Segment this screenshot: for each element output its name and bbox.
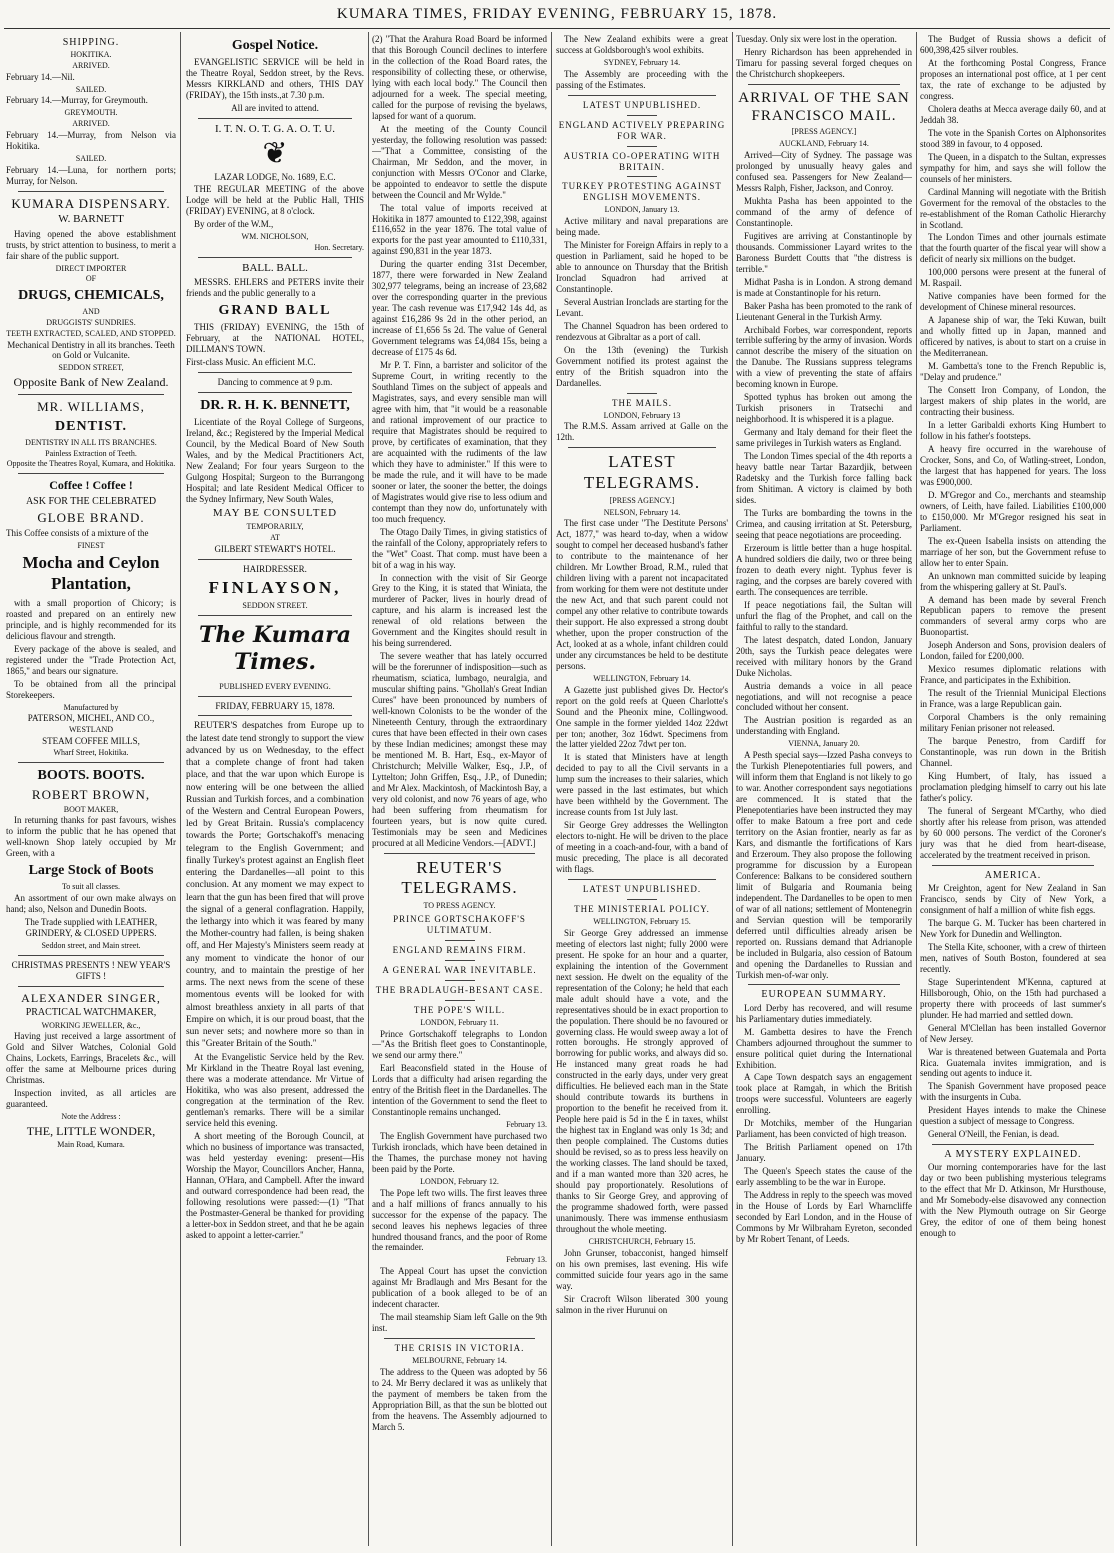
ad-line: PATERSON, MICHEL, AND CO., (27, 713, 155, 724)
divider (627, 899, 657, 900)
news-paragraph: (2) "That the Arahura Road Board be informed that this Borough Council declines to interfere in the collection of the Road Board rates, the responsibility of collecting these, or otherwise, lying with each local body." The Council then adjourned for a week. The special meeting, called for the purpose of revising the byelaws, lapsed for want of a quorum. (372, 34, 547, 121)
news-headline: A GENERAL WAR INEVITABLE. (382, 964, 537, 975)
divider (748, 84, 900, 85)
ad-line: OF (85, 274, 97, 284)
dateline: LONDON, January 13. (604, 205, 680, 215)
telegram-paragraph: The Budget of Russia shows a deficit of 600,398,425 silver roubles. (920, 34, 1106, 55)
ad-text: THIS (FRIDAY) EVENING, the 15th of February, at the NATIONAL HOTEL, DILLMAN'S TOWN. (186, 322, 364, 355)
ad-line: HAIRDRESSER. (243, 563, 307, 574)
ad-headline: MAY BE CONSULTED (212, 506, 338, 519)
ad-text: Mechanical Dentistry in all its branches. Teeth on Gold or Vulcanite. (7, 339, 175, 361)
telegram-paragraph: Archibald Forbes, war correspondent, reports terrible suffering by the army of invasion. Words cannot describe the misery of the situation on the Danube. The Russians suppress telegrams with a view of preventing the state of affairs becoming known in Europe. (736, 324, 912, 390)
telegram-paragraph: The barque G. M. Tucker has been chartered in New York for Dunedin and Wellington. (920, 917, 1106, 939)
ad-text: EVANGELISTIC SERVICE will be held in the Theatre Royal, Seddon street, by the Revs. Messrs KIRKLAND and others, THIS DAY (FRIDAY), the 15th insts.,at 7.30 p.m. (186, 57, 364, 100)
telegram-paragraph: The Stella Kite, schooner, with a crew of thirteen men, natives of South Boston, foundered at sea recently. (920, 941, 1106, 974)
telegram-paragraph: Erzeroum is little better than a huge hospital. A hundred soldiers die daily, two or three being frozen to death every night. Typhus fever is raging, and the corpses are barely covered with earth. The consequences are terrible. (736, 542, 912, 597)
ad-line: Main Road, Kumara. (57, 1140, 125, 1150)
news-headline: PRINCE GORTSCHAKOFF'S ULTIMATUM. (393, 913, 526, 935)
ad-text: Having just received a large assortment of Gold and Silver Watches, Colonial Gold Chains, Lockets, Earrings, Bracelets &c., will offer the same at Melbourne prices during Christmas. (6, 1031, 176, 1086)
column-2 (186, 34, 364, 1546)
telegram-paragraph: The London Times and other journals estimate that the fourth quarter of the fiscal year will show a deficit of nearly six millions on the budget. (920, 232, 1106, 265)
telegram-paragraph: The Channel Squadron has been ordered to rendezvous at Gibraltar as a port of call. (556, 320, 728, 342)
ad-text: The Trade supplied with LEATHER, GRINDERY, & CLOSED UPPERS. (24, 917, 158, 939)
editorial-dateline: FRIDAY, FEBRUARY 15, 1878. (215, 700, 335, 711)
news-paragraph: The total value of imports received at Hokitika in 1877 amounted to £122,398, against £116,652 in the year 1876. The total value of exports for the past year amounted to £110,331, against £90,831 in the year 1873. (372, 202, 547, 257)
dateline: WELLINGTON, February 14. (593, 673, 691, 683)
sailed-label: SAILED. (75, 153, 107, 163)
news-headline: THE CRISIS IN VICTORIA. (394, 1343, 525, 1353)
ad-line: Manufactured by (63, 702, 119, 712)
divider (568, 879, 716, 880)
telegram-paragraph: A Pesth special says—Izzed Pasha conveys to the Turkish Plenepotentiaries full powers, and will inform them that England is not likely to go to war. Another correspondent says negotiations are commenced. It is stated that the Plenepotentiaries have been instructed they may offer to make Batoum a free port and cede territory on the Asian frontier, nearly as far as Kars, and dismantle the fortifications of Kars and Erzeroum. They also propose the following programme for discussion by a European Conference: Balkans to be considered southern limit of Bulgaria and Roumania being independent. The Dardanelles to be open to men of war of all nations; settlement of Montenegrin and Servian question will be temporarily deferred until difficulties already arisen be reported on. Russians demand that Adrianople be included in Bulgaria, also cession of Batoum and opening the Dardanelles to Russian and Turkish men-of-war only. (736, 750, 912, 980)
news-headline: TURKEY PROTESTING AGAINST ENGLISH MOVEMENTS. (562, 181, 722, 203)
news-paragraph: The severe weather that has lately occurred will be the forerunner of indisposition—such as rheumatism, sciatica, lumbago, neuralgia, and muscular shifting pains. "Ghollah's Great Indian Cures" have been pronounced by numbers of well-known Colonists to be the wonder of the Nineteenth Century, through the extraordinary cures that have been effected in their own cases by these Indian medicines; amongst these may be mentioned M. B. Hart, Esq., ex-Mayor of Christchurch; Melville Walker, Esq., J.P., of Lyttelton; John Griffen, Esq., J.P., of Dunedin; and Mr Alex. Mackintosh, of Mackintosh Bay, a very old colonist, and now 76 years of age, who had been suffering from rheumatism for fourteen years, but is now quite cured. Testimonials may be seen and Medicines procured at all Medicine Vendors.—[ADVT.] (372, 651, 547, 848)
divider (445, 1000, 475, 1001)
telegram-paragraph: Midhat Pasha is in London. A strong demand is made at Constantinople for his return. (736, 276, 912, 298)
ad-headline: ALEXANDER SINGER, (21, 990, 161, 1005)
ad-headline: DRUGS, CHEMICALS, (18, 288, 164, 304)
divider (198, 559, 352, 560)
shipping-entry: February 14.—Nil. (6, 71, 75, 82)
news-headline: THE BRADLAUGH-BESANT CASE. (375, 984, 544, 995)
divider (18, 955, 164, 956)
news-headline: ENGLAND ACTIVELY PREPARING FOR WAR. (558, 119, 726, 141)
ad-text: CHRISTMAS PRESENTS ! NEW YEAR'S GIFTS ! (11, 959, 171, 981)
ad-line: Wharf Street, Hokitika. (53, 748, 129, 758)
section-heading: EUROPEAN SUMMARY. (761, 989, 887, 1001)
telegram-paragraph: Active military and naval preparations are being made. (556, 216, 728, 238)
divider (18, 473, 164, 474)
telegram-paragraph: Mr Creighton, agent for New Zealand in San Francisco, sends by City of New York, a consignment of half a million of white fish eggs. (920, 882, 1106, 915)
ad-line: Opposite the Theatres Royal, Kumara, and Hokitika. (6, 459, 176, 469)
news-paragraph: At the meeting of the County Council yesterday, the following resolution was passed:—"That a Committee, consisting of the Chairman, Mr Seddon, and the mover, in conjunction with Messrs O'Conor and Clarke, be appointed to endeavor to settle the dispute between the Council and Mr Wylde." (372, 123, 547, 200)
ad-headline: BALL. BALL. (242, 261, 308, 274)
news-paragraph: The Otago Daily Times, in giving statistics of the rainfall of the Colony, appropriately refers to the "Wet" Coast. That comp. must have been a bit of a wag in his way. (372, 526, 547, 570)
telegram-paragraph: Spotted typhus has broken out among the Turkish prisoners in Tratsechi and neighborhood. It is whispered it is a plague. (736, 392, 912, 425)
telegram-paragraph: Sir George Grey addressed an immense meeting of electors last night; fully 2000 were present. He spoke for an hour and a quarter, explaining the intention of the Government next session. He dwelt on the equality of the representation of the Colony; he held that each male adult should have a vote, and the representatives should be in exact proportion to the population. There should be no favoured or governing class. He would sweep away a lot of rotten boroughs. He strongly approved of borrowing for public works, and always did so. He instanced many great roads he had constructed in the early days, under very great difficulties. He believed each man in the State should contribute towards its burthens in proportion to the benefit he received from it. People here paid is 5d in the £ in taxes, whilst the highest tax in England was only 1s 3d; and then people complained. The Customs duties should be revised, so as to press less heavily on the working classes. The land should be taxed, and if a man wanted more than 320 acres, he should pay proportionately. Resolutions of thanks to Sir George Grey, and approving of the programme shadowed forth, were passed unanimously. There was immense enthusiasm throughout the whole meeting. (556, 927, 728, 1234)
divider (445, 980, 475, 981)
telegram-paragraph: The Austrian position is regarded as an understanding with England. (736, 715, 912, 737)
divider (18, 191, 164, 192)
agency-label: TO PRESS AGENCY. (423, 901, 496, 911)
ad-headline: Mocha and Ceylon Plantation, (22, 553, 160, 594)
telegram-paragraph: General M'Clellan has been installed Governor of New Jersey. (920, 1022, 1106, 1044)
telegram-paragraph: 100,000 persons were present at the funeral of M. Raspail. (920, 267, 1106, 289)
ad-line: All are invited to attend. (231, 102, 319, 113)
dateline: AUCKLAND, February 14. (779, 139, 869, 149)
ad-line: BOOT MAKER, (63, 804, 119, 814)
ad-line: GILBERT STEWART'S HOTEL. (214, 543, 336, 554)
ad-text: THE REGULAR MEETING of the above Lodge will be held at the Public Hall, THIS (FRIDAY) EVENING, at 8 o'clock. (186, 184, 364, 217)
ad-headline: DENTIST. (55, 418, 127, 434)
telegram-paragraph: Earl Beaconsfield stated in the House of Lords that a difficulty had arisen regarding the entry of the British fleet in the Dardanelles. The intention of the Government to send the fleet to Constantinople remains unchanged. (372, 1063, 547, 1118)
ad-line: ASK FOR THE CELEBRATED (25, 495, 157, 507)
ad-line: TEMPORARILY, (246, 522, 304, 532)
lodge-heading: I. T. N. O. T. G. A. O. T. U. (214, 122, 336, 135)
telegram-paragraph: A heavy fire occurred in the warehouse of Crocker, Sons, and Co, of Watling-street, London, the largest that has happened for years. The loss was £900,000. (920, 443, 1106, 487)
divider (198, 257, 352, 258)
ad-line: AT (270, 532, 280, 542)
news-paragraph: Our morning contemporaries have for the last day or two been publishing mysterious telegrams to the effect that Mr D. Atkinson, Mr Hursthouse, and Mr Somebody-else disavowed any connection with the New Plymouth outrage on Sir George Grey, the editor of one of them being honest enough to (920, 1162, 1106, 1239)
telegram-paragraph: If peace negotiations fail, the Sultan will unfurl the flag of the Prophet, and call on the faithful to rally to the standard. (736, 599, 912, 632)
ad-line: SEDDON STREET. (242, 601, 308, 611)
masthead: KUMARA TIMES, FRIDAY EVENING, FEBRUARY 15, 1878. (336, 6, 778, 22)
divider (18, 762, 164, 763)
telegram-paragraph: Fugitives are arriving at Constantinople by thousands. Commissioner Layard writes to the Baroness Burdett Coutts that "the distress is terrible." (736, 230, 912, 274)
telegram-paragraph: A Japanese ship of war, the Teki Kuwan, built and wholly fitted up in Japan, manned and officered by natives, is about to start on a cruise in the Mediterranean. (920, 315, 1106, 359)
divider (198, 696, 352, 697)
telegram-paragraph: Austria demands a voice in all peace negotiations, and will not recognise a peace concluded without her consent. (736, 680, 912, 713)
masthead-rule (4, 28, 1110, 29)
telegram-paragraph: The ex-Queen Isabella insists on attending the marriage of her son, but the Government refuse to allow her to enter Spain. (920, 535, 1106, 568)
telegram-paragraph: M. Gambetta's tone to the French Republic is, "Delay and prudence." (920, 361, 1106, 383)
shipping-heading: SHIPPING. (62, 37, 120, 48)
ad-text: By order of the W.M., (194, 219, 274, 230)
telegram-paragraph: Corporal Chambers is the only remaining military Fenian prisoner not released. (920, 712, 1106, 734)
telegram-paragraph: The Pope left two wills. The first leaves three and a half millions of francs annually to his successor for the expense of the papacy. The second leaves his nephews legacies of three hundred thousand francs, and the poor of Rome the remainder. (372, 1187, 547, 1253)
ad-headline: Gospel Notice. (231, 38, 319, 53)
telegram-paragraph: General O'Neill, the Fenian, is dead. (928, 1129, 1060, 1140)
telegram-paragraph: The address to the Queen was adopted by 56 to 24. Mr Berry declared it was as unlikely that the payment of members be taken from the Appropriation Bill, as that the sun be blotted out from the heavens. The Assembly adjourned to March 5. (372, 1366, 547, 1432)
dateline: LONDON, February 12. (420, 1176, 499, 1186)
arrived-label: ARRIVED. (72, 119, 110, 129)
ad-text: This Coffee consists of a mixture of the (6, 527, 149, 538)
ad-headline: Coffee ! Coffee ! (49, 478, 133, 492)
ad-text: In returning thanks for past favours, wishes to inform the public that he has opened that well-known Shop lately occupied by Mr Green, with a (6, 815, 176, 859)
ad-line: Note the Address : (61, 1112, 121, 1122)
publication-note: PUBLISHED EVERY EVENING. (219, 681, 331, 691)
telegram-paragraph: The British Parliament opened on 17th January. (736, 1142, 912, 1164)
ad-line: LAZAR LODGE, No. 1689, E.C. (214, 172, 336, 183)
divider (568, 95, 716, 96)
ad-address: Opposite Bank of New Zealand. (13, 375, 169, 390)
divider (445, 940, 475, 941)
telegram-paragraph: Sir Cracroft Wilson liberated 300 young salmon in the river Hurunui on (556, 1293, 728, 1315)
telegram-paragraph: The funeral of Sergeant M'Carthy, who died shortly after his release from prison, was attended by 60 000 persons. The verdict of the Coroner's jury was that he died from heart-disease, accelerated by the treatment received in prison. (920, 805, 1106, 860)
telegram-paragraph: The Queen's Speech states the cause of the early assembling to be the war in Europe. (736, 1166, 912, 1188)
telegram-paragraph: D. M'Gregor and Co., merchants and steamship owners, of Leith, have failed. Liabilities £100,000 to £150,000. Mr M'Gregor resigned his seat in Parliament. (920, 489, 1106, 533)
dateline: February 13. (506, 1255, 547, 1265)
telegram-paragraph: Several Austrian Ironclads are starting for the Levant. (556, 296, 728, 318)
ad-line: WESTLAND (69, 725, 113, 735)
column-divider (551, 32, 552, 1546)
port-heading: HOKITIKA. (70, 50, 112, 60)
column-4 (556, 34, 728, 1546)
telegram-paragraph: The vote in the Spanish Cortes on Alphonsorites stood 389 in favour, to 4 opposed. (920, 127, 1106, 149)
telegram-paragraph: At the forthcoming Postal Congress, France proposes an international post office, at 1 per cent tax, the rate of exchange to be adjusted by congress. (920, 57, 1106, 101)
divider (18, 394, 164, 395)
ad-text: Inspection invited, as all articles are guaranteed. (6, 1088, 176, 1110)
divider (445, 960, 475, 961)
ad-text: Licentiate of the Royal College of Surgeons, Ireland, &c.; Registered by the Imperial Medical Council, by the Medical Board of New South Wales, and by the Medical Practitioners Act, New Zealand; For four years Surgeon to the Gulgong Hospital; Surgeon to the Burrangong Hospital; and late Resident Medical Officer to the Sydney Infirmary, New South Wales, (186, 417, 364, 504)
news-headline: THE MINISTERIAL POLICY. (574, 904, 710, 915)
dateline: SYDNEY, February 14. (603, 57, 681, 67)
ad-text: MESSRS. EHLERS and PETERS invite their friends and the public generally to a (186, 277, 364, 299)
telegram-paragraph: The first case under "The Destitute Persons' Act, 1877," was heard to-day, when a widow sought to compel her deceased husband's father to contribute to the maintenance of her children. Mr Lowther Broad, R.M., ruled that children living with a parent not incapacitated from working for them were not destitute under the new Act, and that such parent could not compel any other relative to contribute towards their support. He also expressed a strong doubt whether, upon the proper construction of the Act, looked at as a whole, infant children could under any circumstances be held to be destitute persons. (556, 518, 728, 671)
ad-line: WM. NICHOLSON, (241, 232, 309, 242)
lodge-emblem-icon: ❦ (262, 137, 288, 171)
telegram-paragraph: War is threatened between Guatemala and Porta Rica. Guatemala invites immigration, and is sending out agents to induce it. (920, 1046, 1106, 1079)
telegram-paragraph: A Gazette just published gives Dr. Hector's report on the gold reefs at Queen Charlotte's Sound and the Pheonix mine, Collingwood. One sample in the former yielded 14oz 22dwt per ton; another, 3oz 16dwt. Specimens from the latter yielded 22oz 7dwt per ton. (556, 684, 728, 750)
column-divider (368, 32, 369, 1546)
ad-line: Seddon street, and Main street. (41, 941, 141, 951)
section-heading: REUTER'S TELEGRAMS. (401, 857, 518, 898)
ad-line: SEDDON STREET, (58, 363, 124, 373)
dateline: CHRISTCHURCH, February 15. (588, 1236, 696, 1246)
telegram-paragraph: King Humbert, of Italy, has issued a proclamation pledging himself to carry out his late father's policy. (920, 771, 1106, 803)
agency-label: [PRESS AGENCY.] (791, 127, 857, 137)
telegram-paragraph: Native companies have been formed for the development of Chinese mineral resources. (920, 291, 1106, 313)
section-heading: ARRIVAL OF THE SAN FRANCISCO MAIL. (738, 89, 910, 125)
ad-line: To suit all classes. (61, 882, 121, 892)
port-heading: GREYMOUTH. (64, 108, 118, 118)
news-headline: LATEST UNPUBLISHED. (582, 99, 702, 110)
ad-line: PRACTICAL WATCHMAKER, (25, 1007, 157, 1019)
ad-headline: GLOBE BRAND. (37, 509, 145, 525)
telegram-paragraph: The Consett Iron Company, of London, the largest makers of ship plates in the world, are contracting their business. (920, 385, 1106, 417)
ad-line: AND (82, 307, 100, 317)
telegram-paragraph: The R.M.S. Assam arrived at Galle on the 12th. (556, 421, 728, 443)
telegram-paragraph: The Appeal Court has upset the conviction against Mr Bradlaugh and Mrs Besant for the publication of a book alleged to be of an indecent character. (372, 1266, 547, 1310)
telegram-paragraph: Dr Motchiks, member of the Hungarian Parliament, has been convicted of high treason. (736, 1118, 912, 1140)
section-heading: LATEST TELEGRAMS. (583, 452, 701, 493)
column-1 (6, 34, 176, 1546)
column-3 (372, 34, 547, 1546)
editorial-paragraph: At the Evangelistic Service held by the Rev. Mr Kirkland in the Theatre Royal last evening, there was a moderate attendance. Mr Virtue of Hokitika, who was also present, addressed the congregation at the termination of the Rev. gentleman's remarks. There will be a similar service held this evening. (186, 1052, 364, 1129)
telegram-paragraph: Mexico resumes diplomatic relations with France, and participates in the Exhibition. (920, 664, 1106, 686)
telegram-paragraph: The London Times special of the 4th reports a heavy battle near Tartar Bazardjik, between Radetsky and the Turkish force falling back from Shitiman. A victory is claimed by both sides. (736, 451, 912, 506)
telegram-paragraph: The Queen, in a dispatch to the Sultan, expresses sympathy for him, and says she will follow the counsels of her ministers. (920, 151, 1106, 184)
divider (568, 447, 716, 448)
telegram-paragraph: Cardinal Manning will negotiate with the British Goverment for the removal of the obstacles to the re-establishment of the Roman Catholic Hierarchy in Scotland. (920, 186, 1106, 230)
newspaper-nameplate: The Kumara Times. (198, 622, 352, 675)
ad-text: Every package of the above is sealed, and registered under the "Trade Protection Act, 1865," and bears our signature. (6, 643, 176, 676)
divider (384, 1338, 535, 1339)
column-divider (916, 32, 917, 1546)
dateline: February 13. (506, 1120, 547, 1130)
ad-line: DIRECT IMPORTER (55, 263, 127, 273)
telegram-paragraph: The Assembly are proceeding with the passing of the Estimates. (556, 68, 728, 90)
dateline: WELLINGTON, February 15. (593, 917, 691, 927)
divider (627, 115, 657, 116)
ad-line: FINEST (77, 540, 105, 550)
shipping-entry: February 14.—Murray, from Nelson via Hokitika. (6, 129, 176, 151)
telegram-paragraph: A demand has been made by several French Republican papers to remove the present commanders of several army corps who are Buonopartist. (920, 594, 1106, 638)
news-headline: ENGLAND REMAINS FIRM. (392, 944, 527, 955)
column-divider (732, 32, 733, 1546)
telegram-paragraph: The mail steamship Siam left Galle on the 9th inst. (372, 1312, 547, 1334)
shipping-entry: February 14.—Luna, for northern ports; Murray, for Nelson. (6, 164, 176, 186)
dispensary-heading: KUMARA DISPENSARY. (11, 195, 171, 211)
telegram-paragraph: An unknown man committed suicide by leaping from the whispering gallery at St. Paul's. (920, 570, 1106, 592)
telegram-paragraph: Baker Pasha has been promoted to the rank of Lieutenant General in the Turkish Army. (736, 300, 912, 322)
telegram-paragraph: Mukhta Pasha has been appointed to the command of the army of defence of Constantinople. (736, 195, 912, 228)
telegram-paragraph: The New Zealand exhibits were a great success at Goldsborough's wool exhibits. (556, 34, 728, 55)
telegram-paragraph: The barque Penestro, from Cardiff for Constantinople, was run down in the British Channel. (920, 736, 1106, 769)
ad-headline: Large Stock of Boots (28, 863, 154, 879)
agency-label: [PRESS AGENCY.] (609, 495, 675, 505)
dateline: VIENNA, January 20. (788, 739, 860, 749)
editorial-paragraph: A short meeting of the Borough Council, at which no business of importance was transacted, was held yesterday evening: present—His Worship the Mayor, Councillors Ancher, Hanna, Hannan, O'Hara, and Campbell. After the inward and outward correspondence had been read, the following resolutions were passed:—(1) "That the Postmaster-General be thanked for providing a letter-box in Seddon street, and that he be again asked to appoint a letter-carrier." (186, 1131, 364, 1240)
divider (198, 615, 352, 616)
ad-text: An assortment of our own make always on hand; also, Nelson and Dunedin Boots. (6, 893, 176, 915)
telegram-paragraph: President Hayes intends to make the Chinese question a subject of message to Congress. (920, 1105, 1106, 1127)
news-paragraph: During the quarter ending 31st December, 1877, there were forwarded in New Zealand 302,977 telegrams, being an increase of 23,682 over the corresponding quarter in the previous year. The cash revenue was £17,942 14s 4d, as against £16,286 9s 2d in the other period, an increase of £1,656 5s 2d. The value of General Government telegrams was £4,084 15s, being a decrease of £175 4s 6d. (372, 259, 547, 358)
divider (198, 392, 352, 393)
telegram-paragraph: The Turks are bombarding the towns in the Crimea, and causing irritation at St. Petersburg, seeing that peace negotiations are proceeding. (736, 508, 912, 540)
dateline: LONDON, February 11. (420, 1017, 499, 1027)
divider (932, 1144, 1094, 1145)
ad-headline: GRAND BALL (218, 303, 332, 319)
dateline: LONDON, February 13 (603, 410, 681, 420)
ad-line: DENTISTRY IN ALL ITS BRANCHES. (25, 437, 157, 447)
ad-text: To be obtained from all the principal Storekeepers. (6, 678, 176, 700)
ad-headline: DR. R. H. K. BENNETT, (200, 397, 350, 413)
ad-text: First-class Music. An efficient M.C. (186, 357, 316, 367)
divider (932, 865, 1094, 866)
divider (627, 393, 657, 394)
telegram-paragraph: Henry Richardson has been apprehended in Timaru for passing several forged cheques on the Christchurch shopkeepers. (736, 46, 912, 79)
telegram-paragraph: John Grunser, tobacconist, hanged himself on his own premises, last evening. His wife committed suicide four years ago in the same way. (556, 1247, 728, 1291)
ad-line: DRUGGISTS' SUNDRIES. (46, 318, 136, 327)
news-paragraph: Mr P. T. Finn, a barrister and solicitor of the Supreme Court, in writing recently to the Southland Times on the subject of appeals and Magistrates, says, and every sensible man will agree with him, that "it would be a reasonable and rational improvement of our practice to require that Magistrates should be required to prove, by certificates of examination, that they are acquainted with the rudiments of the law which they have to administer." If this were to be made the rule, and it will have to be made sooner or later, the sooner the better, the doings of Magistrates would give rise to less odium and contempt than they now do, unfortunately with too much frequency. (372, 360, 547, 524)
telegram-paragraph: It is stated that Ministers have at length decided to pay to all the Civil servants in a lump sum the increases to their salaries, which were passed in the last estimates, but which have been withheld by the Government. The increase counts from 1st July last. (556, 752, 728, 818)
divider (198, 715, 352, 716)
telegram-paragraph: The result of the Triennial Municipal Elections in France, was a large Republican gain. (920, 688, 1106, 710)
telegram-paragraph: Joseph Anderson and Sons, provision dealers of London, failed for £200,000. (920, 640, 1106, 662)
telegram-paragraph: Tuesday. Only six were lost in the operation. (736, 34, 897, 44)
telegram-paragraph: Arrived—City of Sydney. The passage was prolonged by unusually heavy gales and confused sea. Passengers for New Zealand—Messrs Ralph, Fisher, Jackson, and Conroy. (736, 149, 912, 193)
divider (198, 372, 352, 373)
telegram-paragraph: Lord Derby has recovered, and will resume his Parliamentary duties immediately. (736, 1002, 912, 1024)
news-headline: AUSTRIA CO-OPERATING WITH BRITAIN. (563, 150, 721, 172)
shipping-entry: February 14.—Murray, for Greymouth. (6, 95, 148, 106)
ad-text: with a small proportion of Chicory; is roasted and prepared on an entirely new principle, and is highly recommended for its delicious flavour and strength. (6, 597, 176, 641)
news-paragraph: In connection with the visit of Sir George Grey to the King, it is stated that Winiata, the murderer of Packer, lives in hourly dread of capture, and his alarm is increased lest the renewal of old relations between the Government and the Kingites should result in his being surrendered. (372, 572, 547, 649)
ad-headline: THE, LITTLE WONDER, (26, 1123, 156, 1138)
telegram-paragraph: Prince Gortschakoff telegraphs to London—"As the British fleet goes to Constantinople, we send our army there." (372, 1028, 547, 1061)
telegram-paragraph: The Spanish Government have proposed peace with the insurgents in Cuba. (920, 1081, 1106, 1103)
column-divider (180, 32, 181, 1546)
telegram-paragraph: Stage Superintendent M'Kenna, captured at Hillsborough, Ohio, on the 15th had purchased a property there with proceeds of last summer's plunder. He had married and settled down. (920, 976, 1106, 1020)
dateline: NELSON, February 14. (603, 507, 681, 517)
ad-line: Dancing to commence at 9 p.m. (217, 376, 333, 387)
column-6 (920, 34, 1106, 1546)
ad-line: Painless Extraction of Teeth. (45, 448, 137, 458)
telegram-paragraph: A Cape Town despatch says an engagement took place at Ramgah, in which the British troops were successful. Volunteers are eagerly enrolling. (736, 1072, 912, 1116)
section-heading: A MYSTERY EXPLAINED. (944, 1149, 1082, 1161)
telegram-paragraph: M. Gambetta desires to have the French Chambers adjourned throughout the summer to ensure political quiet during the International Exhibition. (736, 1026, 912, 1070)
ad-headline: BOOTS. BOOTS. (37, 767, 145, 783)
ad-line: STEAM COFFEE MILLS, (42, 736, 140, 747)
divider (198, 118, 352, 119)
arrived-label: ARRIVED. (72, 60, 110, 70)
telegram-paragraph: The English Government have purchased two Turkish ironclads, which have been detained in the Thames, the purchase money not having been paid by the Porte. (372, 1131, 547, 1174)
column-5 (736, 34, 912, 1546)
sailed-label: SAILED. (75, 84, 107, 94)
telegram-paragraph: The Minister for Foreign Affairs in reply to a question in Parliament, said he hoped to be able to announce on Thursday that the British Ironclad Squadron had arrived at Constantinople. (556, 240, 728, 294)
ad-line: WORKING JEWELLER, &c., (41, 1020, 141, 1030)
ad-headline: MR. WILLIAMS, (37, 398, 145, 414)
news-headline: LATEST UNPUBLISHED. (582, 884, 702, 895)
section-heading: AMERICA. (984, 869, 1042, 881)
advertiser-name: W. BARNETT (58, 213, 124, 226)
dateline: MELBOURNE, February 14. (412, 1355, 507, 1365)
ad-headline: ROBERT BROWN, (31, 786, 151, 802)
telegram-paragraph: The latest despatch, dated London, January 20th, says the Turkish peace delegates were received with military honors by the Grand Duke Nicholas. (736, 634, 912, 678)
ad-line: TEETH EXTRACTED, SCALED, AND STOPPED. (6, 328, 176, 338)
telegram-paragraph: Cholera deaths at Mecca average daily 60, and at Jeddah 38. (920, 103, 1106, 125)
divider (627, 146, 657, 147)
news-headline: THE POPE'S WILL. (413, 1004, 506, 1015)
ad-line: Hon. Secretary. (314, 242, 364, 252)
divider (748, 984, 900, 985)
editorial-paragraph: REUTER'S despatches from Europe up to the latest date tend strongly to support the view advanced by us on Wednesday, to the effect that a complete change of front had taken place, and that the war upon which Europe is now entering will be one between the allied Russian and Turkish forces, and a combination of the Western and Central European Powers, led by Great Britain. Russia's complacency towards the Porte; Gortschakoff's menacing telegram to the English Government; and finally Turkey's protest against an English fleet entering the Dardanelles—all point to this conclusion. At any moment we may expect to learn that the gun has been fired that will prove the signal of a general conflagration. Happily, the lethargy into which it was feared by many the Mother-country had fallen, is being shaken off, and Her Majesty's Ministers seem ready at any moment to vindicate the honor of our country, and to maintain the prestige of her arms. The next news from the scene of these momentous events will be looked for with almost breathless anxiety in all parts of that Empire on which, it is our proud boast, that the sun never sets; and nowhere more so than in this "Greater Britain of the South." (186, 721, 364, 1050)
telegram-paragraph: On the 13th (evening) the Turkish Government notified its protest against the entry of the British squadron into the Dardanelles. (556, 344, 728, 388)
ad-headline: FINLAYSON, (208, 577, 342, 597)
divider (627, 176, 657, 177)
telegram-paragraph: In a letter Garibaldi exhorts King Humbert to follow in his father's footsteps. (920, 419, 1106, 441)
telegram-paragraph: Germany and Italy demand for their fleet the same privileges in Turkish waters as England. (736, 427, 912, 449)
news-headline: THE MAILS. (612, 397, 672, 408)
divider (18, 986, 164, 987)
ad-text: Having opened the above establishment trusts, by strict attention to business, to merit a fair share of the public support. (6, 228, 176, 261)
divider (384, 853, 535, 854)
telegram-paragraph: The Address in reply to the speech was moved in the House of Lords by Earl Wharncliffe seconded by Earl London, and in the House of Commons by Mr Wilbraham Eyreton, seconded by Mr Robert Tenant, of Leeds. (736, 1190, 912, 1245)
telegram-paragraph: Sir George Grey addresses the Wellington electors to-night. He will be driven to the place of meeting in a coach-and-four, with a band of music preceding, The place is all decorated with flags. (556, 820, 728, 875)
